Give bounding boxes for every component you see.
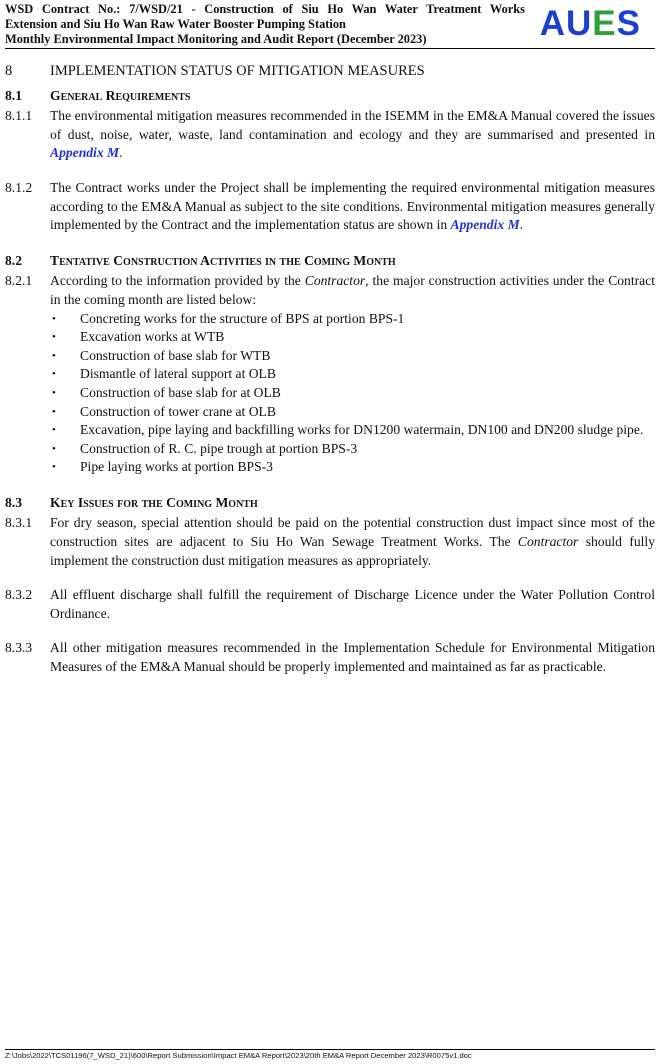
paragraph-8-3-1 <box>5 514 655 570</box>
bullet-icon: • <box>52 405 56 418</box>
paragraph-8-1-2 <box>5 179 655 235</box>
paragraph-text: The Contract works under the Project shall be implementing the required environmental mitigation measures according to the EM&A Manual as subject to the site conditions. Environmental mitigation measures generally implemented by the Contract and the implementation status are shown in <box>50 179 655 233</box>
section-title: Tentative Construction Activities in the Coming Month <box>50 252 396 268</box>
paragraph-8-2-1 <box>5 272 655 309</box>
list-item-text: Pipe laying works at portion BPS-3 <box>80 459 273 475</box>
paragraph-text: For dry season, special attention should be paid on the potential construction dust impact since most of the construction sites are adjacent to Siu Ho Wan Sewage Treatment Works. The <box>50 515 655 550</box>
bullet-icon: • <box>52 424 56 437</box>
paragraph-8-1-1 <box>5 107 655 163</box>
paragraph-text: All other mitigation measures recommended in the Implementation Schedule for Environmental Mitigation Measures of the EM&A Manual should be properly implemented and maintained as far as practicable. <box>50 640 655 675</box>
list-item-text: Construction of base slab for WTB <box>80 347 271 363</box>
list-item <box>50 458 655 477</box>
list-item-text: Construction of tower crane at OLB <box>80 403 276 419</box>
section-heading-8-3 <box>5 494 655 513</box>
list-item <box>50 328 655 347</box>
list-item <box>50 365 655 384</box>
page-header <box>5 2 655 49</box>
header-line-1: WSD Contract No.: 7/WSD/21 - Construction of Siu Ho Wan Water Treatment Works <box>5 2 525 16</box>
header-line-3: Monthly Environmental Impact Monitoring and Audit Report (December 2023) <box>5 32 427 46</box>
logo-part-2: E <box>592 4 617 43</box>
section-number: 8.1 <box>5 87 22 103</box>
paragraph-text-cont: , the major construction activities under the Contract in the coming month are listed below: <box>50 273 656 307</box>
footer-file-path: Z:\Jobs\2022\TCS01196(7_WSD_21)\600\Report Submission\Impact EM&A Report\2023\20th EM&A Report December 2023\R0075v1.doc <box>5 1049 655 1062</box>
appendix-m-link[interactable]: Appendix M <box>50 145 120 161</box>
list-item-text: Dismantle of lateral support at OLB <box>80 366 276 382</box>
activities-list <box>50 310 655 477</box>
aues-logo <box>540 4 641 44</box>
bullet-icon: • <box>52 461 56 474</box>
paragraph-text: The environmental mitigation measures recommended in the ISEMM in the EM&A Manual covered the issues of dust, noise, water, waste, land contamination and ecology and they are summarised and presented in <box>50 108 655 142</box>
chapter-number: 8 <box>5 63 13 79</box>
appendix-m-link[interactable]: Appendix M <box>450 217 520 233</box>
paragraph-number: 8.3.1 <box>5 515 33 531</box>
paragraph-text: All effluent discharge shall fulfill the requirement of Discharge Licence under the Water Pollution Control Ordinance. <box>50 587 655 621</box>
paragraph-text: According to the information provided by the <box>50 273 305 289</box>
paragraph-8-3-2 <box>5 586 655 623</box>
bullet-icon: • <box>52 331 56 344</box>
list-item-text: Concreting works for the structure of BPS at portion BPS-1 <box>80 310 405 326</box>
list-item <box>50 347 655 366</box>
list-item <box>50 440 655 459</box>
bullet-icon: • <box>52 312 56 325</box>
list-item <box>50 403 655 422</box>
bullet-icon: • <box>52 368 56 381</box>
list-item <box>50 310 655 329</box>
paragraph-number: 8.1.2 <box>5 179 33 195</box>
paragraph-number: 8.1.1 <box>5 108 33 124</box>
logo-part-1: AU <box>539 4 593 43</box>
section-heading-8-2 <box>5 252 655 271</box>
list-item-text: Excavation, pipe laying and backfilling works for DN1200 watermain, DN100 and DN200 sludge pipe. <box>80 422 644 438</box>
section-number: 8.3 <box>5 494 22 510</box>
logo-part-3: S <box>616 4 641 43</box>
list-item <box>50 421 655 440</box>
paragraph-number: 8.2.1 <box>5 273 33 289</box>
period: . <box>519 217 524 233</box>
section-title: General Requirements <box>50 87 191 103</box>
header-line-2: Extension and Siu Ho Wan Raw Water Booster Pumping Station <box>5 17 346 31</box>
contractor-term: Contractor <box>304 273 366 289</box>
list-item <box>50 384 655 403</box>
section-number: 8.2 <box>5 252 22 268</box>
bullet-icon: • <box>52 386 56 399</box>
bullet-icon: • <box>52 349 56 362</box>
paragraph-text-cont: should fully implement the construction dust mitigation measures as appropriately. <box>50 534 655 568</box>
paragraph-number: 8.3.2 <box>5 587 33 603</box>
contractor-term: Contractor <box>517 534 579 550</box>
paragraph-number: 8.3.3 <box>5 640 33 656</box>
list-item-text: Construction of R. C. pipe trough at portion BPS-3 <box>80 440 358 456</box>
section-heading-8-1 <box>5 87 655 106</box>
list-item-text: Excavation works at WTB <box>80 329 225 345</box>
page-content <box>5 62 655 677</box>
list-item-text: Construction of base slab for at OLB <box>80 384 281 400</box>
chapter-title: IMPLEMENTATION STATUS OF MITIGATION MEASURES <box>50 63 425 79</box>
period: . <box>119 145 123 161</box>
paragraph-8-3-3 <box>5 639 655 676</box>
section-title: Key Issues for the Coming Month <box>50 494 258 510</box>
chapter-heading <box>5 62 655 81</box>
bullet-icon: • <box>52 442 56 455</box>
